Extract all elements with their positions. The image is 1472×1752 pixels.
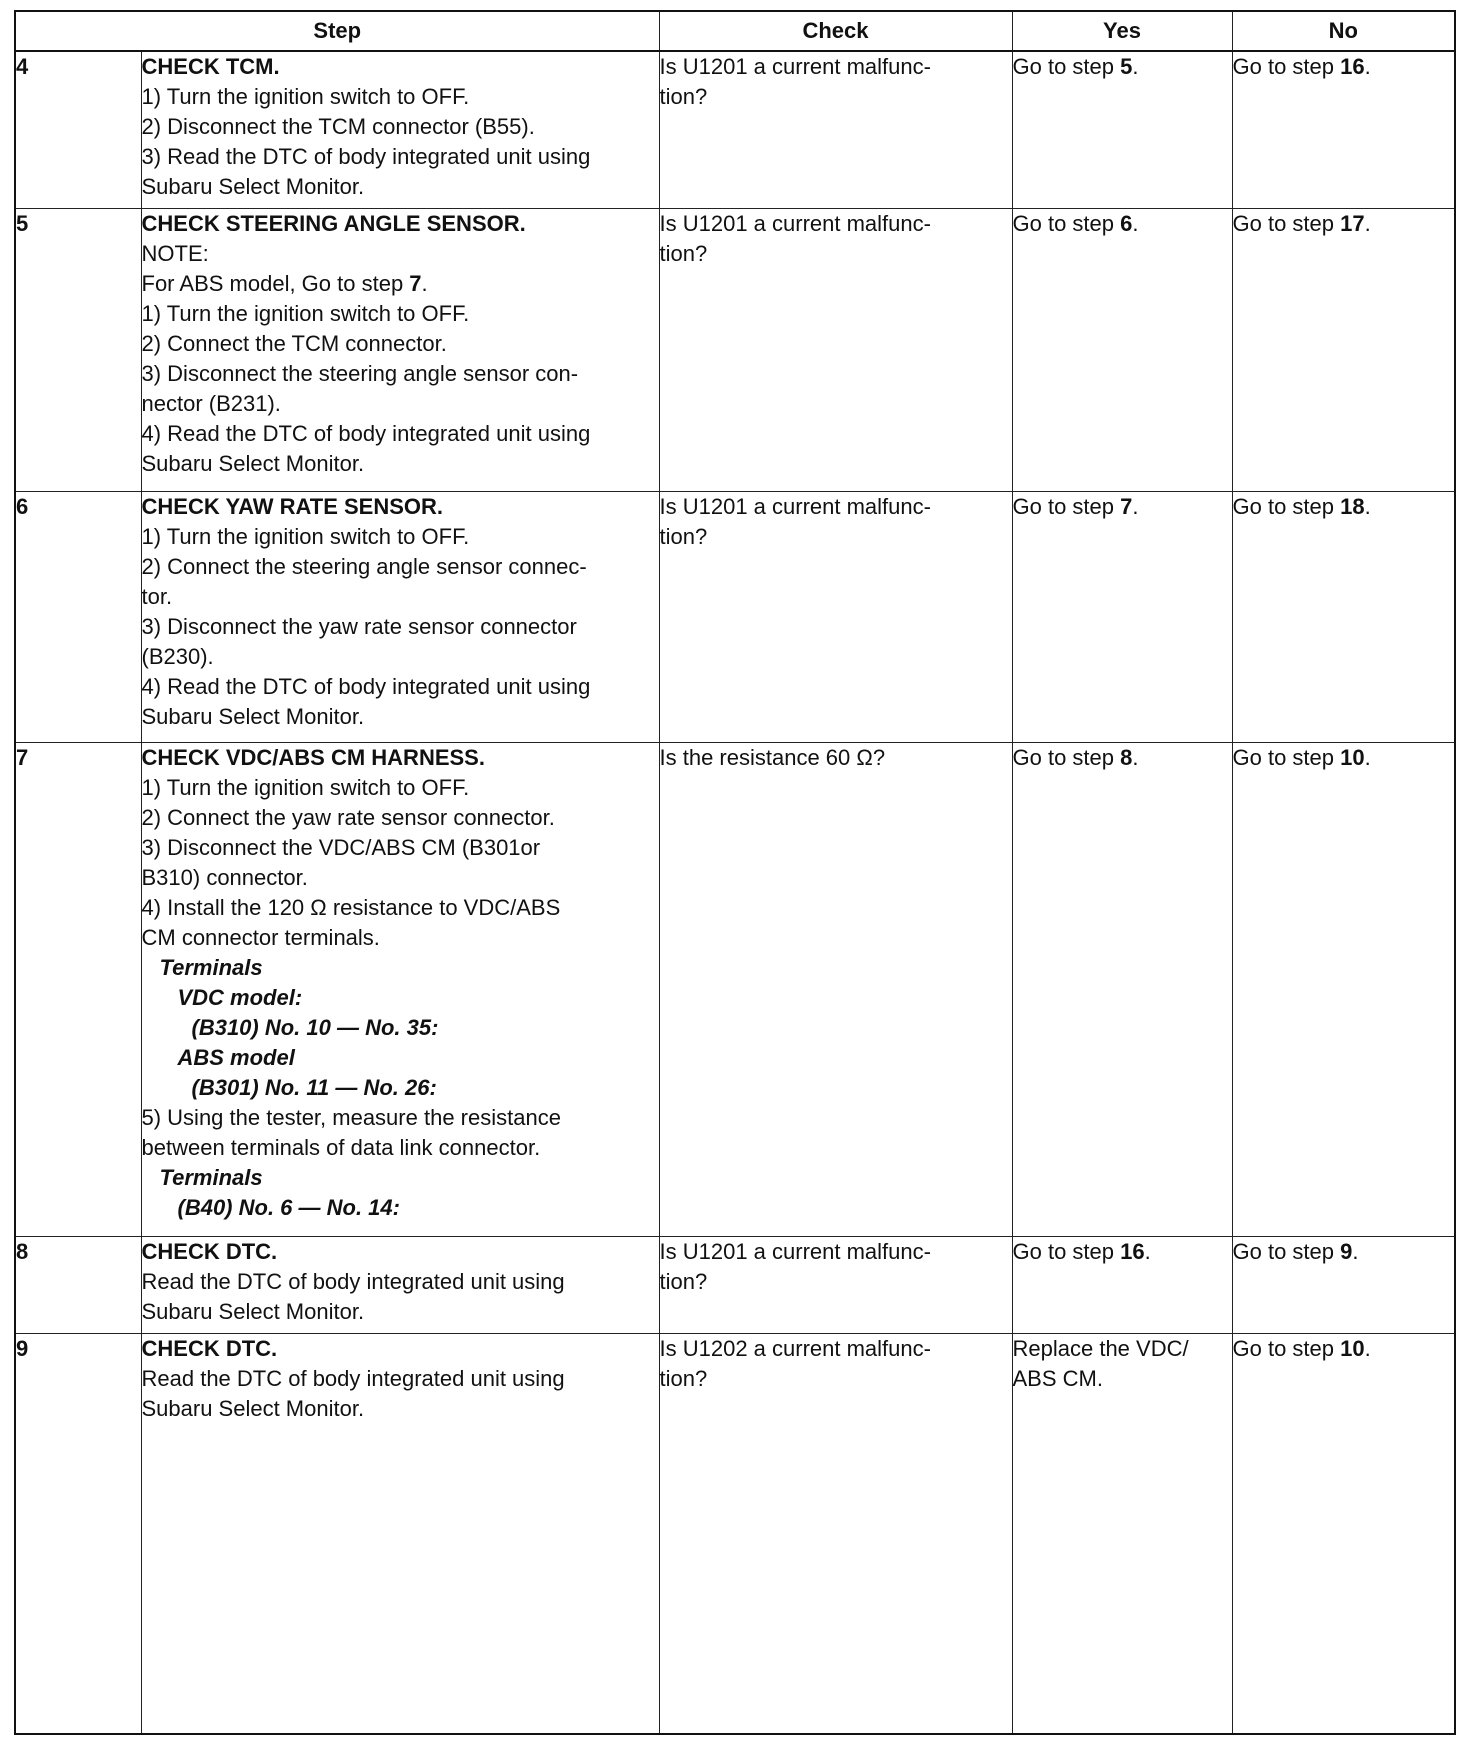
step-line: 2) Connect the steering angle sensor connec- bbox=[141, 553, 587, 579]
header-step: Step bbox=[15, 11, 659, 51]
yes-step-ref: 6 bbox=[1120, 210, 1133, 236]
table-row bbox=[15, 1236, 1455, 1333]
step-description bbox=[141, 51, 659, 208]
step-title: CHECK STEERING ANGLE SENSOR. bbox=[141, 210, 526, 236]
note-text: For ABS model, Go to step bbox=[141, 270, 410, 296]
step-description bbox=[141, 1333, 659, 1734]
step-line: 3) Read the DTC of body integrated unit using bbox=[141, 144, 591, 169]
step-line: 5) Using the tester, measure the resistance bbox=[141, 1104, 561, 1130]
step-line: Subaru Select Monitor. bbox=[141, 703, 365, 729]
check-line: tion? bbox=[659, 1365, 708, 1391]
header-no: No bbox=[1232, 11, 1455, 51]
step-line: 2) Connect the TCM connector. bbox=[141, 330, 447, 356]
yes-step-ref: 7 bbox=[1120, 493, 1133, 519]
no-tail: . bbox=[1364, 54, 1371, 79]
yes-cell bbox=[1012, 1236, 1232, 1333]
no-text: Go to step bbox=[1232, 493, 1341, 519]
no-text: Go to step bbox=[1232, 744, 1341, 770]
yes-line: Replace the VDC/ bbox=[1012, 1335, 1189, 1361]
check-line: Is U1201 a current malfunc- bbox=[659, 54, 931, 79]
step-line: Read the DTC of body integrated unit using bbox=[141, 1268, 565, 1294]
no-step-ref: 10 bbox=[1340, 744, 1365, 770]
note-tail: . bbox=[421, 270, 428, 296]
no-tail: . bbox=[1364, 210, 1371, 236]
step-line: 4) Read the DTC of body integrated unit using bbox=[141, 420, 591, 446]
no-step-ref: 16 bbox=[1340, 54, 1365, 79]
check-line: tion? bbox=[659, 1268, 708, 1294]
step-number: 9 bbox=[15, 1333, 141, 1734]
yes-tail: . bbox=[1132, 54, 1139, 79]
step-line: 2) Disconnect the TCM connector (B55). bbox=[141, 114, 535, 139]
no-cell bbox=[1232, 742, 1455, 1236]
no-cell bbox=[1232, 491, 1455, 742]
check-cell bbox=[659, 491, 1012, 742]
no-tail: . bbox=[1364, 1335, 1371, 1361]
table-row bbox=[15, 742, 1455, 1236]
step-line: (B230). bbox=[141, 643, 214, 669]
yes-cell bbox=[1012, 51, 1232, 208]
step-line: 1) Turn the ignition switch to OFF. bbox=[141, 774, 470, 800]
step-line: B310) connector. bbox=[141, 864, 308, 890]
check-line: Is U1201 a current malfunc- bbox=[659, 210, 931, 236]
note-step-ref: 7 bbox=[409, 270, 422, 296]
check-cell bbox=[659, 742, 1012, 1236]
no-tail: . bbox=[1364, 493, 1371, 519]
yes-tail: . bbox=[1144, 1238, 1151, 1264]
step-line: CM connector terminals. bbox=[141, 924, 380, 950]
check-cell bbox=[659, 51, 1012, 208]
header-check: Check bbox=[659, 11, 1012, 51]
step-number: 4 bbox=[15, 51, 141, 208]
step-title: CHECK TCM. bbox=[141, 54, 280, 79]
no-step-ref: 18 bbox=[1340, 493, 1365, 519]
table-header-row bbox=[15, 11, 1455, 51]
no-tail: . bbox=[1364, 744, 1371, 770]
abs-terminal-spec: (B301) No. 11 — No. 26: bbox=[191, 1074, 437, 1100]
step-description bbox=[141, 491, 659, 742]
yes-step-ref: 16 bbox=[1120, 1238, 1145, 1264]
table-row bbox=[15, 208, 1455, 491]
step-line: tor. bbox=[141, 583, 173, 609]
step-line: Read the DTC of body integrated unit using bbox=[141, 1365, 565, 1391]
yes-cell bbox=[1012, 742, 1232, 1236]
step-title: CHECK DTC. bbox=[141, 1335, 278, 1361]
step-description bbox=[141, 1236, 659, 1333]
check-cell bbox=[659, 208, 1012, 491]
yes-tail: . bbox=[1132, 493, 1139, 519]
dlc-terminal-spec: (B40) No. 6 — No. 14: bbox=[177, 1194, 400, 1220]
abs-model-label: ABS model bbox=[177, 1044, 295, 1070]
step-number: 6 bbox=[15, 491, 141, 742]
step-line: 3) Disconnect the VDC/ABS CM (B301or bbox=[141, 834, 541, 860]
no-cell bbox=[1232, 1236, 1455, 1333]
vdc-model-label: VDC model: bbox=[177, 984, 303, 1010]
step-number: 5 bbox=[15, 208, 141, 491]
step-description bbox=[141, 742, 659, 1236]
yes-text: Go to step bbox=[1012, 54, 1121, 79]
yes-text: Go to step bbox=[1012, 210, 1121, 236]
yes-text: Go to step bbox=[1012, 1238, 1121, 1264]
no-step-ref: 9 bbox=[1340, 1238, 1353, 1264]
check-line: tion? bbox=[659, 84, 708, 109]
yes-line: ABS CM. bbox=[1012, 1365, 1103, 1391]
yes-cell bbox=[1012, 1333, 1232, 1734]
diagnostic-step-table bbox=[14, 10, 1456, 1735]
no-text: Go to step bbox=[1232, 1238, 1341, 1264]
step-line: 1) Turn the ignition switch to OFF. bbox=[141, 84, 470, 109]
table-row bbox=[15, 1333, 1455, 1734]
step-line: between terminals of data link connector. bbox=[141, 1134, 541, 1160]
no-text: Go to step bbox=[1232, 54, 1341, 79]
step-line: 2) Connect the yaw rate sensor connector. bbox=[141, 804, 555, 830]
table-row bbox=[15, 491, 1455, 742]
yes-cell bbox=[1012, 208, 1232, 491]
step-line: 3) Disconnect the yaw rate sensor connector bbox=[141, 613, 577, 639]
yes-tail: . bbox=[1132, 744, 1139, 770]
step-number: 8 bbox=[15, 1236, 141, 1333]
step-line: Subaru Select Monitor. bbox=[141, 1395, 365, 1421]
yes-tail: . bbox=[1132, 210, 1139, 236]
step-title: CHECK VDC/ABS CM HARNESS. bbox=[141, 744, 485, 770]
step-line: 4) Install the 120 Ω resistance to VDC/ABS bbox=[141, 894, 561, 920]
yes-step-ref: 8 bbox=[1120, 744, 1133, 770]
step-line: 1) Turn the ignition switch to OFF. bbox=[141, 523, 470, 549]
yes-text: Go to step bbox=[1012, 493, 1121, 519]
no-text: Go to step bbox=[1232, 210, 1341, 236]
no-step-ref: 10 bbox=[1340, 1335, 1365, 1361]
step-line: Subaru Select Monitor. bbox=[141, 1298, 365, 1324]
terminals-label: Terminals bbox=[159, 1164, 263, 1190]
check-line: Is U1201 a current malfunc- bbox=[659, 1238, 931, 1264]
table-row bbox=[15, 51, 1455, 208]
no-text: Go to step bbox=[1232, 1335, 1341, 1361]
check-line: Is U1202 a current malfunc- bbox=[659, 1335, 931, 1361]
step-line: Subaru Select Monitor. bbox=[141, 174, 365, 199]
header-yes: Yes bbox=[1012, 11, 1232, 51]
check-cell bbox=[659, 1333, 1012, 1734]
vdc-terminal-spec: (B310) No. 10 — No. 35: bbox=[191, 1014, 439, 1040]
step-line: 3) Disconnect the steering angle sensor con- bbox=[141, 360, 579, 386]
step-description bbox=[141, 208, 659, 491]
step-line: 1) Turn the ignition switch to OFF. bbox=[141, 300, 470, 326]
no-tail: . bbox=[1352, 1238, 1359, 1264]
step-line: Subaru Select Monitor. bbox=[141, 450, 365, 476]
note-label: NOTE: bbox=[141, 240, 209, 266]
step-title: CHECK YAW RATE SENSOR. bbox=[141, 493, 444, 519]
step-number: 7 bbox=[15, 742, 141, 1236]
step-line: 4) Read the DTC of body integrated unit using bbox=[141, 673, 591, 699]
check-line: Is the resistance 60 Ω? bbox=[659, 744, 886, 770]
check-cell bbox=[659, 1236, 1012, 1333]
no-cell bbox=[1232, 1333, 1455, 1734]
yes-text: Go to step bbox=[1012, 744, 1121, 770]
yes-step-ref: 5 bbox=[1120, 54, 1133, 79]
check-line: tion? bbox=[659, 523, 708, 549]
step-title: CHECK DTC. bbox=[141, 1238, 278, 1264]
note-text-line bbox=[142, 269, 659, 299]
step-line: nector (B231). bbox=[141, 390, 281, 416]
yes-cell bbox=[1012, 491, 1232, 742]
no-cell bbox=[1232, 208, 1455, 491]
check-line: tion? bbox=[659, 240, 708, 266]
terminals-label: Terminals bbox=[159, 954, 263, 980]
no-cell bbox=[1232, 51, 1455, 208]
no-step-ref: 17 bbox=[1340, 210, 1365, 236]
check-line: Is U1201 a current malfunc- bbox=[659, 493, 931, 519]
